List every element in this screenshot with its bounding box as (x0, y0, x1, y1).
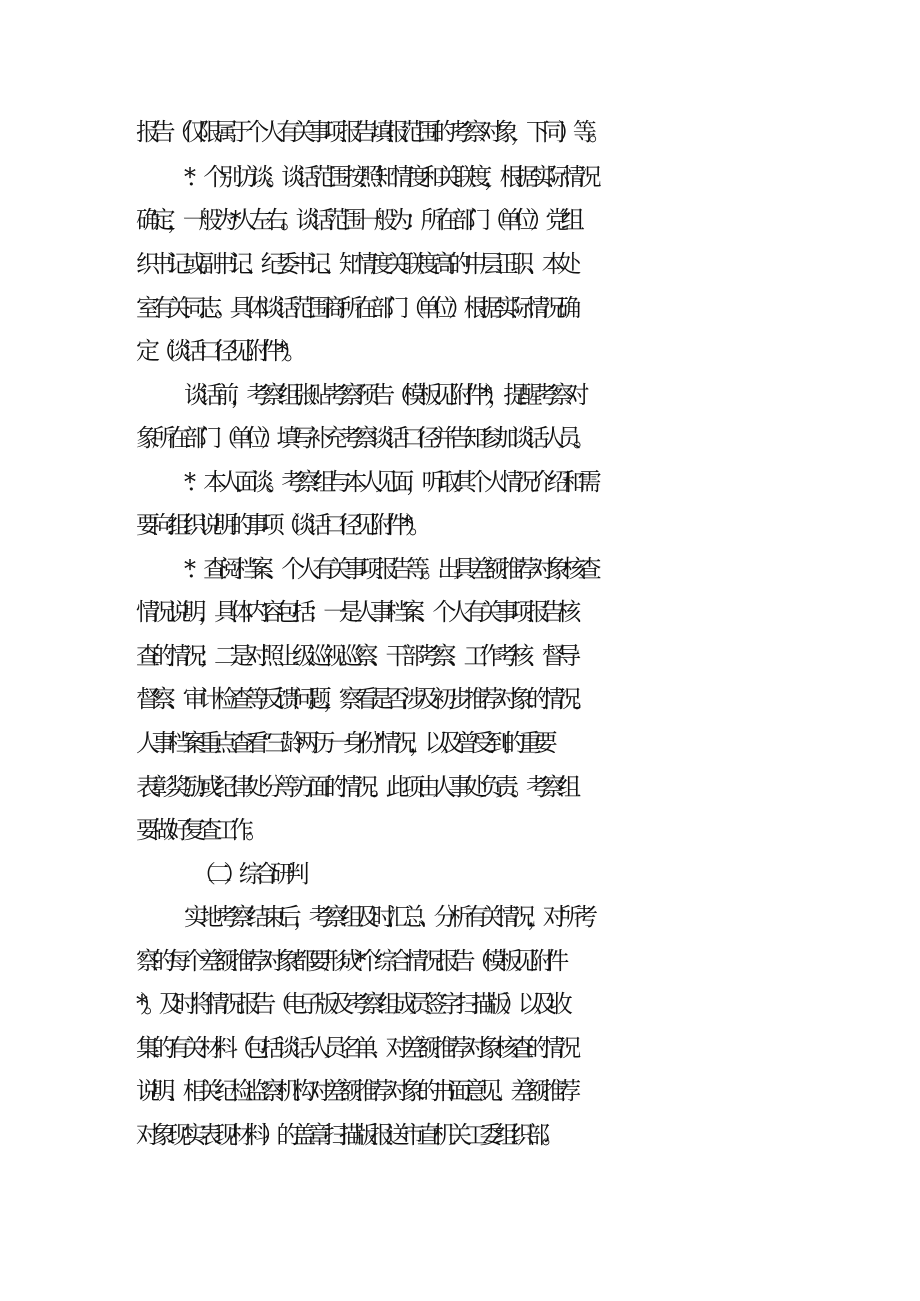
text-line: 对象现实表现材料）的盖章扫描版报送市直机关工委组织部。 (136, 1121, 558, 1149)
paragraph-before-interview: 谈话前，考察组张贴考察预告（模板见附件*），提醒考察对 (184, 381, 582, 409)
text-line: 查的情况；二是对照上级巡视巡察、干部考察、工作考核、督导 (136, 642, 573, 670)
section-heading: （二）综合研判 (192, 860, 302, 888)
paragraph-individual-interview: *．个别访谈。谈话范围按照知情度和关联度，根据实际情况 (184, 163, 594, 191)
text-line: 要向组织说明的事项（谈话口径见附件*）。 (136, 511, 424, 539)
text-line: 室有关同志。具体谈话范围商所在部门（单位）根据实际情况确 (136, 294, 573, 322)
text-line: 表彰奖励或纪律处分等方面的情况。此项由人事处负责。考察组 (136, 773, 573, 801)
text-line: 织书记或副书记、纪委书记、知情度关联度高的中层正职、本处 (136, 250, 573, 278)
text-line: 督察、审计检查等反馈问题，察看是否涉及初步推荐对象的情况。 (136, 685, 589, 713)
text-line: 定（谈话口径见附件*）。 (136, 337, 300, 365)
paragraph-comprehensive-judgment: 实地考察结束后，考察组及时汇总、分析有关情况，对所考 (184, 903, 590, 931)
text-line: 集的有关材料（包括谈话人员名单、对差额推荐对象核查的情况 (136, 1034, 573, 1062)
text-line: 察的每个差额推荐对象都要形成*个综合情况报告（模板见附件 (136, 947, 561, 975)
text-line: 报告（仅限属于个人有关事项报告填报范围的考察对象，下同）等。 (136, 118, 604, 146)
text-line: 象所在部门（单位）填写补充考察谈话口径并告知参加谈话人员。 (136, 424, 589, 452)
text-line: 人事档案重点查看“三龄两历一身份”情况，以及曾受到的重要 (136, 729, 550, 757)
text-line: *）。及时将情况报告（电子版及考察组成员签字扫描版）以及收 (136, 990, 565, 1018)
paragraph-face-to-face: *．本人面谈。考察组与本人见面，听取其个人情况介绍和需 (184, 468, 594, 496)
paragraph-archive-review: *．查阅档案、个人有关事项报告等。出具差额推荐对象核查 (184, 555, 594, 583)
text-line: 确定，一般为*人左右。谈话范围一般为：所在部门（单位）党组 (136, 206, 577, 234)
text-line: 要做好复查工作。 (136, 816, 261, 844)
text-line: 说明、相关纪检监察机构对差额推荐对象的书面意见、差额推荐 (136, 1077, 573, 1105)
text-line: 情况说明，具体内容包括：一是人事档案、个人有关事项报告核 (136, 598, 573, 626)
